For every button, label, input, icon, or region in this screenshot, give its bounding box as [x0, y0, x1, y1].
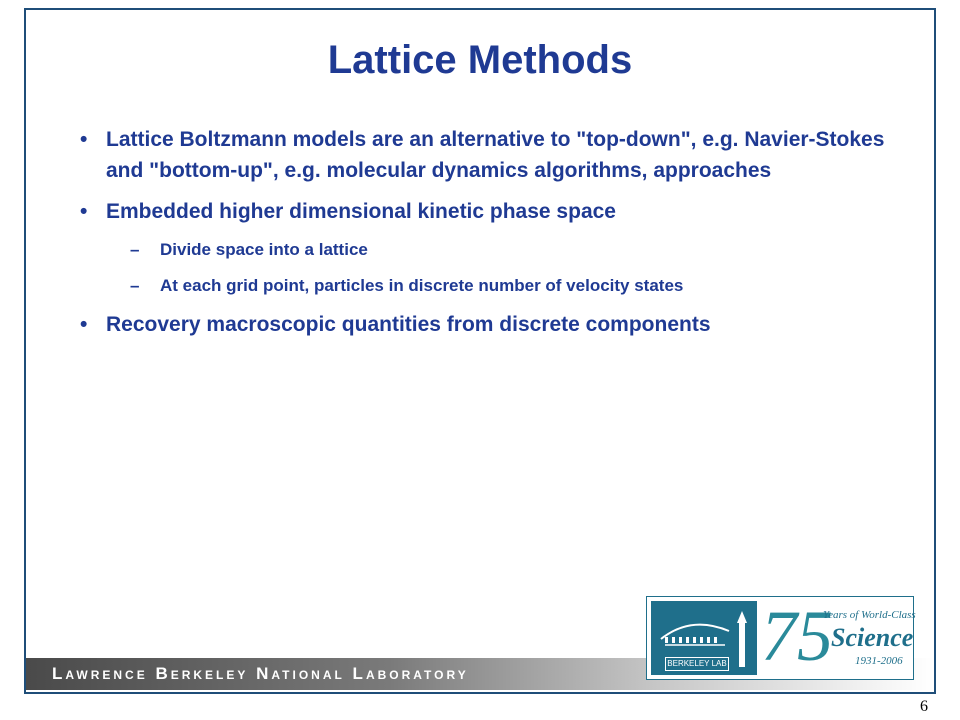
slide-frame — [24, 8, 936, 694]
sub-bullet-item — [80, 273, 900, 299]
bullet-text: Embedded higher dimensional kinetic phase space — [106, 200, 616, 223]
berkeley-lab-75-logo — [646, 596, 914, 680]
bullet-item — [80, 309, 900, 340]
logo-years-text: Years of World-Class — [823, 609, 916, 621]
sub-bullet-item — [80, 237, 900, 263]
sub-bullet-text: Divide space into a lattice — [160, 240, 368, 259]
bullet-item — [80, 196, 900, 227]
berkeley-lab-emblem — [651, 601, 757, 675]
bullet-dot: • — [80, 128, 88, 151]
slide-content — [80, 124, 900, 350]
bullet-dot: • — [80, 200, 88, 223]
bullet-dot: • — [80, 313, 88, 336]
bullet-text: Lattice Boltzmann models are an alternative to "top-down", e.g. Navier-Stokes and "bottom-up", e.g. molecular dynamics algorithms, approaches — [106, 128, 885, 182]
sub-bullet-dash: – — [130, 240, 140, 259]
sub-bullet-text: At each grid point, particles in discrete number of velocity states — [160, 276, 684, 295]
logo-science-text: Science — [831, 623, 914, 652]
slide-title: Lattice Methods — [327, 38, 633, 82]
logo-75: 75 — [761, 596, 833, 676]
bullet-text: Recovery macroscopic quantities from discrete components — [106, 313, 711, 336]
page-number: 6 — [920, 698, 928, 715]
footer-banner-text: Lawrence Berkeley National Laboratory — [52, 664, 469, 683]
bullet-item — [80, 124, 900, 186]
berkeley-lab-label: BERKELEY LAB — [665, 657, 729, 671]
sub-bullet-dash: – — [130, 276, 140, 295]
logo-dates-text: 1931-2006 — [855, 655, 903, 667]
